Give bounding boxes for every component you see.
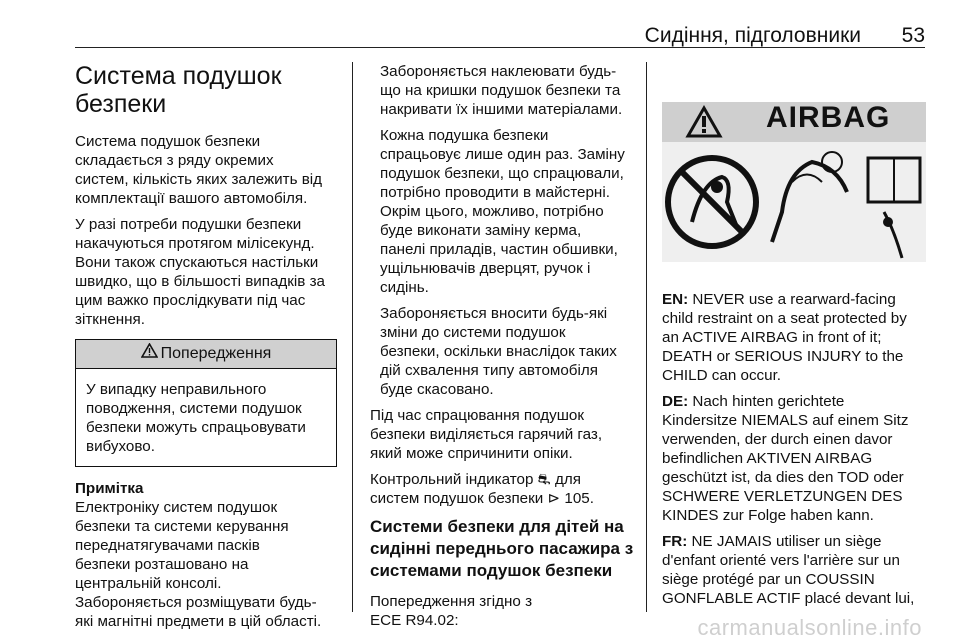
- paragraph: У разі потреби подушки безпеки накачуються протягом мілісекунд. Вони також спускаються настільки швидко, що в більшості випадків за цим важко прослідкувати під час зіткнення.: [75, 216, 326, 328]
- page-number: 53: [901, 24, 925, 47]
- column-3: [662, 62, 926, 615]
- note-text: Електроніку систем подушок безпеки та системи керування переднатягувачами пасків безпеки розташовано на центральній консолі. Забороняється розміщувати будь- які магнітні предмети в цій області.: [75, 499, 322, 630]
- note-title: Примітка: [75, 480, 144, 497]
- watermark: carmanualsonline.info: [697, 615, 922, 640]
- language-warning-fr: FR: NE JAMAIS utiliser un siège d'enfant orienté vers l'arrière sur un siège protégé par un COUSSIN GONFLABLE ACTIF placé devant lui,: [662, 533, 915, 607]
- column-2: [370, 62, 634, 637]
- column-divider: [352, 62, 353, 612]
- language-warning-en: EN: NEVER use a rearward-facing child restraint on a seat protected by an ACTIVE AIRBAG in front of it; DEATH or SERIOUS INJURY to the CHILD can occur.: [662, 291, 907, 384]
- column-1: [75, 62, 337, 631]
- warning-title: Попередження: [160, 345, 272, 362]
- language-warning-de: DE: Nach hinten gerichtete Kindersitze NIEMALS auf einem Sitz verwenden, der durch einen davor befindlichen AKTIVEN AIRBAG geschützt ist, da dies den TOD oder SCHWERE VERLETZUNGEN DES KINDES zur Folge haben kann.: [662, 393, 909, 524]
- paragraph: Контрольний індикатор ⛐ для систем подушок безпеки ⊳ 105.: [370, 471, 594, 507]
- page-header: [75, 24, 925, 48]
- paragraph: Під час спрацювання подушок безпеки виділяється гарячий газ, який може спричинити опіки.: [370, 407, 603, 462]
- column-divider: [646, 62, 647, 612]
- paragraph: Кожна подушка безпеки спрацьовує лише один раз. Заміну подушок безпеки, що спрацювали, потрібно проводити в майстерні. Окрім цього, можливо, потрібно буде виконати заміну керма, панелі приладів, частин обшивки, ущільнювачів дверцят, ручок і сидінь.: [380, 127, 625, 296]
- paragraph: Забороняється вносити будь-які зміни до системи подушок безпеки, оскільки внаслідок таких дій схвалення типу автомобіля буде скасовано.: [380, 305, 617, 398]
- paragraph: Забороняється наклеювати будь- що на кришки подушок безпеки та накривати їх іншими матеріалами.: [380, 63, 623, 118]
- subsection-title: Системи безпеки для дітей на сидінні переднього пасажира з системами подушок безпеки: [370, 517, 634, 580]
- header-rule: [75, 47, 925, 48]
- airbag-warning-label-image: [662, 62, 926, 272]
- warning-triangle-icon: [141, 340, 158, 368]
- warning-header: [76, 340, 336, 369]
- section-title: Система подушок безпеки: [75, 62, 282, 118]
- paragraph: Попередження згідно з ECE R94.02:: [370, 593, 533, 629]
- paragraph: Система подушок безпеки складається з ряду окремих систем, кількість яких залежить від комплектації вашого автомобіля.: [75, 133, 323, 207]
- header-title: Сидіння, підголовники: [644, 24, 861, 47]
- warning-box: [75, 339, 337, 467]
- warning-text: У випадку неправильного поводження, системи подушок безпеки можуть спрацьовувати вибухово.: [86, 381, 306, 455]
- airbag-label-text: AIRBAG: [766, 101, 891, 134]
